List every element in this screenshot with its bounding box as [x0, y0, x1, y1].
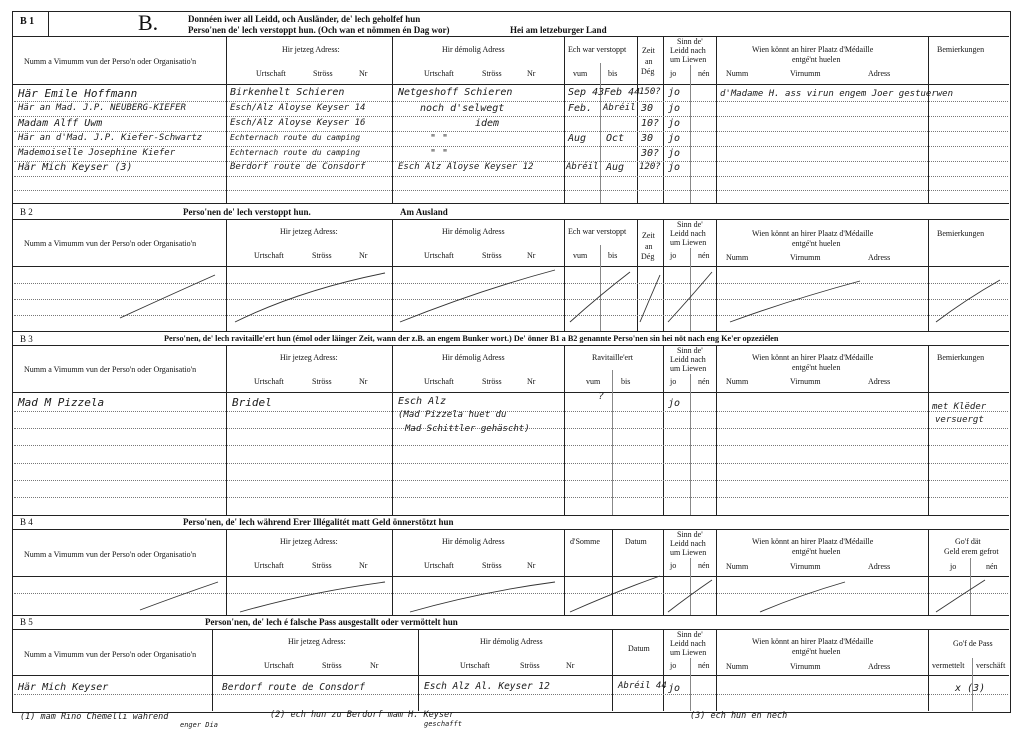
b2-title: Perso'nen de' lech verstoppt hun.	[183, 207, 311, 217]
col-strooss: Ströss	[322, 661, 342, 670]
col-nr: Nr	[359, 561, 368, 570]
b3-title: Perso'nen, de' lech ravitaille'ert hun (émol oder läinger Zeit, wann der z.B. an engem Bunker wort.) De' önner B1 a B2 genannte Perso'nen sin hei nöt nach eng Ke'er opzeziélen	[164, 334, 779, 343]
col-jo: jo	[670, 377, 677, 386]
entry-jo: jo	[668, 118, 681, 129]
col-strooss: Ströss	[313, 69, 333, 78]
footnote-2: (2) ech hun zu Berdorf mam H. Keyser	[270, 710, 455, 720]
entry-current: Berdorf route de Consdorf	[222, 682, 365, 693]
row-line	[14, 593, 1008, 594]
col-vum: vum	[573, 251, 588, 260]
col-alive-1: Sinn de'	[677, 37, 703, 46]
b3-top	[12, 331, 1009, 332]
col-nr: Nr	[370, 661, 379, 670]
entry-prev-3: Mad Schittler gehäscht)	[405, 424, 530, 434]
b4-title: Perso'nen, de' lech während Erer Illégalitét matt Geld önnerstötzt hun	[183, 517, 454, 527]
col-nen: nén	[698, 69, 710, 78]
col-nen: nén	[698, 661, 710, 670]
entry-current: Bridel	[232, 396, 272, 409]
b2-hdr-top	[12, 219, 1009, 220]
b5-hdr-bottom	[12, 675, 1009, 676]
col-alive-2: Leidd nach	[670, 229, 706, 238]
col-m-adr: Adress	[868, 253, 891, 262]
b1-hdr-bottom	[12, 84, 1009, 85]
entry-prev-1: Esch Alz	[398, 396, 447, 407]
col-an: an	[645, 242, 653, 251]
vline	[716, 629, 717, 711]
col-m-numm: Numm	[726, 253, 749, 262]
entry-days: 30	[641, 103, 654, 114]
entry-prev-2: (Mad Pizzela huet du	[398, 410, 507, 420]
entry-date: Abréil 44	[618, 681, 667, 691]
vline	[612, 529, 613, 615]
vline-thin	[600, 63, 601, 203]
col-medal-1: Wien könnt an hirer Plaatz d'Médaille	[752, 229, 874, 238]
b4-hdr-top	[12, 529, 1009, 530]
vline	[716, 529, 717, 615]
entry-prev: Esch Alz Aloyse Keyser 12	[398, 162, 534, 172]
vline-thin	[690, 248, 691, 331]
section-code-b3: B 3	[20, 334, 33, 344]
col-jo: jo	[670, 561, 677, 570]
col-alive-2: Leidd nach	[670, 639, 706, 648]
vline	[612, 629, 613, 711]
entry-days: 120?	[639, 162, 661, 172]
col-nr: Nr	[359, 251, 368, 260]
section-code-b4: B 4	[20, 517, 33, 527]
b5-title: Person'nen, de' lech é falsche Pass ausgestallt oder vermöttelt hun	[205, 617, 458, 627]
col-medal-2: entgé'nt huelen	[792, 239, 841, 248]
row-line	[14, 497, 1008, 498]
header-line-2: Perso'nen de' lech verstoppt hun. (Och wan et nömmen én Dag wor)	[188, 25, 450, 35]
entry-to: Oct	[606, 133, 625, 144]
vline	[716, 36, 717, 203]
row-line	[14, 463, 1008, 464]
col-medal-1: Wien könnt an hirer Plaatz d'Médaille	[752, 637, 874, 646]
col-ortschaft-2: Urtschaft	[424, 69, 454, 78]
row-line	[14, 101, 1008, 102]
col-bis: bis	[608, 69, 618, 78]
col-pass: Go'f de Pass	[953, 639, 993, 648]
col-current-address: Hir jetzeg Adress:	[280, 227, 338, 236]
col-former-address: Hir démolig Adress	[442, 353, 505, 362]
entry-current: Birkenhelt Schieren	[230, 87, 345, 98]
col-ortschaft: Urtschaft	[254, 561, 284, 570]
entry-current: Esch/Alz Aloyse Keyser 16	[230, 118, 366, 128]
row-line	[14, 445, 1008, 446]
col-strooss-2: Ströss	[482, 251, 502, 260]
col-ortschaft: Urtschaft	[256, 69, 286, 78]
entry-jo: jo	[668, 148, 681, 159]
vline	[418, 629, 419, 711]
col-alive-1: Sinn de'	[677, 346, 703, 355]
vline	[663, 629, 664, 711]
col-current-address: Hir jetzeg Adress:	[280, 537, 338, 546]
entry-current: Echternach route du camping	[230, 133, 361, 142]
row-line	[14, 299, 1008, 300]
row-line	[14, 190, 1008, 191]
col-medal-2: entgé'nt huelen	[792, 363, 841, 372]
col-alive-3: um Liewen	[670, 648, 707, 657]
header-divider	[48, 11, 49, 36]
vline	[928, 36, 929, 203]
col-ortschaft-2: Urtschaft	[424, 377, 454, 386]
vline	[226, 529, 227, 615]
vline	[226, 345, 227, 515]
col-jo-2: jo	[950, 562, 957, 571]
col-alive-3: um Liewen	[670, 548, 707, 557]
col-strooss-2: Ströss	[520, 661, 540, 670]
row-line	[14, 283, 1008, 284]
col-m-numm: Numm	[726, 69, 749, 78]
col-hidden: Ech war verstoppt	[568, 45, 627, 54]
col-nr-2: Nr	[527, 377, 536, 386]
col-bis: bis	[608, 251, 618, 260]
entry-name: Här Mich Keyser	[18, 682, 109, 693]
col-name: Numm a Vimumm vun der Perso'n oder Organisatio'n	[24, 650, 197, 659]
entry-prev: " "	[430, 133, 449, 144]
col-hidden: Ech war verstoppt	[568, 227, 627, 236]
entry-from: Feb.	[568, 103, 593, 114]
col-ravit: Ravitaille'ert	[592, 353, 633, 362]
col-deg: Dég	[641, 252, 655, 261]
entry-prev: Esch Alz Al. Keyser 12	[424, 681, 550, 692]
entry-name: Här an d'Mad. J.P. Kiefer-Schwartz	[18, 133, 203, 143]
col-strooss: Ströss	[312, 251, 332, 260]
vline	[392, 345, 393, 515]
entry-remark-2: versuergt	[935, 415, 984, 425]
entry-jo: jo	[668, 87, 681, 98]
row-line	[14, 411, 1008, 412]
entry-to: Abréil	[603, 103, 636, 113]
row-line	[14, 176, 1008, 177]
entry-name: Mad M Pizzela	[18, 396, 105, 409]
col-m-vir: Virnumm	[790, 562, 821, 571]
col-vum: vum	[586, 377, 601, 386]
col-verschaft: verschäft	[976, 661, 1006, 670]
vline	[928, 529, 929, 615]
col-remarks: Bemierkungen	[937, 353, 985, 362]
vline	[663, 36, 664, 203]
vline	[392, 36, 393, 203]
b2-top	[12, 203, 1009, 204]
b5-hdr-top	[12, 629, 1009, 630]
col-current-address: Hir jetzeg Adress:	[282, 45, 340, 54]
col-remarks: Bemierkungen	[937, 229, 985, 238]
b4-hdr-bottom	[12, 576, 1009, 577]
col-strooss: Ströss	[312, 377, 332, 386]
col-nr-2: Nr	[566, 661, 575, 670]
entry-current: Esch/Alz Aloyse Keyser 14	[230, 103, 366, 113]
entry-jo: jo	[668, 133, 681, 144]
entry-jo: jo	[668, 398, 681, 409]
col-datum: Datum	[628, 644, 650, 653]
entry-prev: Netgeshoff Schieren	[398, 87, 513, 98]
entry-from: Abréil	[566, 162, 599, 172]
col-gof-1: Go'f dät	[955, 537, 981, 546]
col-m-numm: Numm	[726, 377, 749, 386]
footnote-1b: enger Dia	[180, 721, 218, 729]
entry-name: Madam Alff Uwm	[18, 118, 103, 129]
entry-jo: jo	[668, 683, 681, 694]
col-name: Numm a Vimumm vun der Perso'n oder Organisatio'n	[24, 550, 197, 559]
col-vermettelt: vermettelt	[932, 661, 965, 670]
entry-current: Echternach route du camping	[230, 148, 361, 157]
entry-prev: noch d'selwegt	[420, 103, 505, 114]
entry-name: Här Mich Keyser (3)	[18, 162, 133, 173]
col-former-address: Hir démolig Adress	[442, 537, 505, 546]
col-deg: Dég	[641, 67, 655, 76]
col-nr: Nr	[359, 69, 368, 78]
col-m-adr: Adress	[868, 69, 891, 78]
row-line	[14, 116, 1008, 117]
form-letter: B.	[138, 10, 159, 35]
entry-ravit: ?	[598, 391, 605, 402]
footnote-2b: geschafft	[424, 720, 462, 728]
col-ortschaft: Urtschaft	[254, 251, 284, 260]
row-line	[14, 131, 1008, 132]
section-code-b2: B 2	[20, 207, 33, 217]
col-gof-2: Geld erem gefrot	[944, 547, 999, 556]
col-alive-3: um Liewen	[670, 55, 707, 64]
vline-thin	[690, 65, 691, 203]
entry-pass: x (3)	[955, 683, 986, 694]
col-medal-2: entgé'nt huelen	[792, 55, 841, 64]
col-m-adr: Adress	[868, 562, 891, 571]
col-medal-1: Wien könnt an hirer Plaatz d'Médaille	[752, 537, 874, 546]
col-jo: jo	[670, 251, 677, 260]
vline-thin	[600, 245, 601, 331]
col-ortschaft: Urtschaft	[254, 377, 284, 386]
col-name: Numm a Vimumm vun der Perso'n oder Organisatio'n	[24, 57, 197, 66]
col-somme: d'Somme	[570, 537, 600, 546]
col-current-address: Hir jetzeg Adress:	[280, 353, 338, 362]
entry-days: 30?	[641, 148, 660, 159]
col-alive-2: Leidd nach	[670, 46, 706, 55]
vline	[637, 36, 638, 203]
col-strooss-2: Ströss	[482, 561, 502, 570]
entry-days: 10?	[641, 118, 660, 129]
col-vum: vum	[573, 69, 588, 78]
col-alive-2: Leidd nach	[670, 539, 706, 548]
header-line-1: Donnéen iwer all Leidd, och Ausländer, de' lech geholfef hun	[188, 14, 421, 24]
col-an: an	[645, 57, 653, 66]
col-zeit: Zeit	[642, 231, 655, 240]
col-nen-2: nén	[986, 562, 998, 571]
row-line	[14, 480, 1008, 481]
row-line	[14, 146, 1008, 147]
vline	[212, 629, 213, 711]
b3-hdr-top	[12, 345, 1009, 346]
col-former-address: Hir démolig Adress	[442, 45, 505, 54]
col-nr: Nr	[359, 377, 368, 386]
col-ortschaft-2: Urtschaft	[424, 251, 454, 260]
vline	[226, 36, 227, 203]
col-nr-2: Nr	[527, 561, 536, 570]
col-medal-2: entgé'nt huelen	[792, 647, 841, 656]
entry-to: Feb 44	[604, 87, 641, 98]
col-alive-1: Sinn de'	[677, 530, 703, 539]
entry-jo: jo	[668, 162, 681, 173]
section-code-b1: B 1	[20, 16, 35, 27]
footnote-1: (1) mam Rino Chemelli während	[20, 712, 169, 722]
col-ortschaft-2: Urtschaft	[424, 561, 454, 570]
vline	[928, 629, 929, 711]
vline-thin	[970, 558, 971, 615]
entry-from: Sep 43	[568, 87, 605, 98]
col-m-vir: Virnumm	[790, 69, 821, 78]
col-alive-1: Sinn de'	[677, 630, 703, 639]
entry-days: 150?	[639, 87, 661, 97]
col-former-address: Hir démolig Adress	[442, 227, 505, 236]
col-datum: Datum	[625, 537, 647, 546]
vline	[564, 36, 565, 203]
entry-days: 30	[641, 133, 654, 144]
vline	[392, 529, 393, 615]
vline	[564, 345, 565, 515]
vline	[716, 345, 717, 515]
b2-hdr-bottom	[12, 266, 1009, 267]
col-nen: nén	[698, 377, 710, 386]
vline	[663, 529, 664, 615]
b5-top	[12, 615, 1009, 616]
entry-prev: idem	[475, 118, 500, 129]
b2-title-2: Am Ausland	[400, 207, 448, 217]
entry-name: Mademoiselle Josephine Kiefer	[18, 148, 176, 158]
vline-thin	[612, 370, 613, 515]
b4-top	[12, 515, 1009, 516]
col-nen: nén	[698, 561, 710, 570]
entry-current: Berdorf route de Consdorf	[230, 162, 366, 172]
col-m-numm: Numm	[726, 562, 749, 571]
col-remarks: Bemierkungen	[937, 45, 985, 54]
col-nen: nén	[698, 251, 710, 260]
col-medal-1: Wien könnt an hirer Plaatz d'Médaille	[752, 353, 874, 362]
col-alive-1: Sinn de'	[677, 220, 703, 229]
col-strooss-2: Ströss	[482, 69, 502, 78]
vline-thin	[690, 658, 691, 711]
section-code-b5: B 5	[20, 617, 33, 627]
col-alive-2: Leidd nach	[670, 355, 706, 364]
col-ortschaft-2: Urtschaft	[460, 661, 490, 670]
col-former-address: Hir démolig Adress	[480, 637, 543, 646]
col-nr-2: Nr	[527, 251, 536, 260]
col-jo: jo	[670, 661, 677, 670]
entry-prev: " "	[430, 148, 449, 159]
col-medal-2: entgé'nt huelen	[792, 547, 841, 556]
col-medal-1: Wien könnt an hirer Plaatz d'Médaille	[752, 45, 874, 54]
col-name: Numm a Vimumm vun der Perso'n oder Organisatio'n	[24, 365, 197, 374]
col-current-address: Hir jetzeg Adress:	[288, 637, 346, 646]
entry-to: Aug	[606, 162, 625, 173]
b3-hdr-bottom	[12, 392, 1009, 393]
col-alive-3: um Liewen	[670, 238, 707, 247]
footnote-3: (3) ech hun en nech	[690, 711, 788, 721]
col-bis: bis	[621, 377, 631, 386]
entry-remark-1: met Klëder	[932, 402, 987, 412]
row-line	[14, 315, 1008, 316]
col-nr-2: Nr	[527, 69, 536, 78]
col-m-adr: Adress	[868, 662, 891, 671]
col-m-numm: Numm	[726, 662, 749, 671]
col-m-adr: Adress	[868, 377, 891, 386]
vline-thin	[690, 558, 691, 615]
entry-name: Här an Mad. J.P. NEUBERG-KIEFER	[18, 103, 186, 113]
entry-from: Aug	[568, 133, 587, 144]
col-m-vir: Virnumm	[790, 662, 821, 671]
entry-name: Här Emile Hoffmann	[18, 87, 138, 100]
header-line-2b: Hei am letzeburger Land	[510, 25, 607, 35]
entry-jo: jo	[668, 103, 681, 114]
vline	[564, 529, 565, 615]
col-jo: jo	[670, 69, 677, 78]
vline	[928, 345, 929, 515]
entry-medal: d'Madame H. ass virun engem Joer gestuerwen	[720, 89, 953, 99]
row-line	[14, 694, 1008, 695]
col-ortschaft: Urtschaft	[264, 661, 294, 670]
col-strooss: Ströss	[312, 561, 332, 570]
header-bottom	[12, 36, 1009, 37]
vline	[663, 345, 664, 515]
col-m-vir: Virnumm	[790, 253, 821, 262]
col-strooss-2: Ströss	[482, 377, 502, 386]
col-alive-3: um Liewen	[670, 364, 707, 373]
col-zeit: Zeit	[642, 46, 655, 55]
col-name: Numm a Vimumm vun der Perso'n oder Organisatio'n	[24, 239, 197, 248]
col-m-vir: Virnumm	[790, 377, 821, 386]
